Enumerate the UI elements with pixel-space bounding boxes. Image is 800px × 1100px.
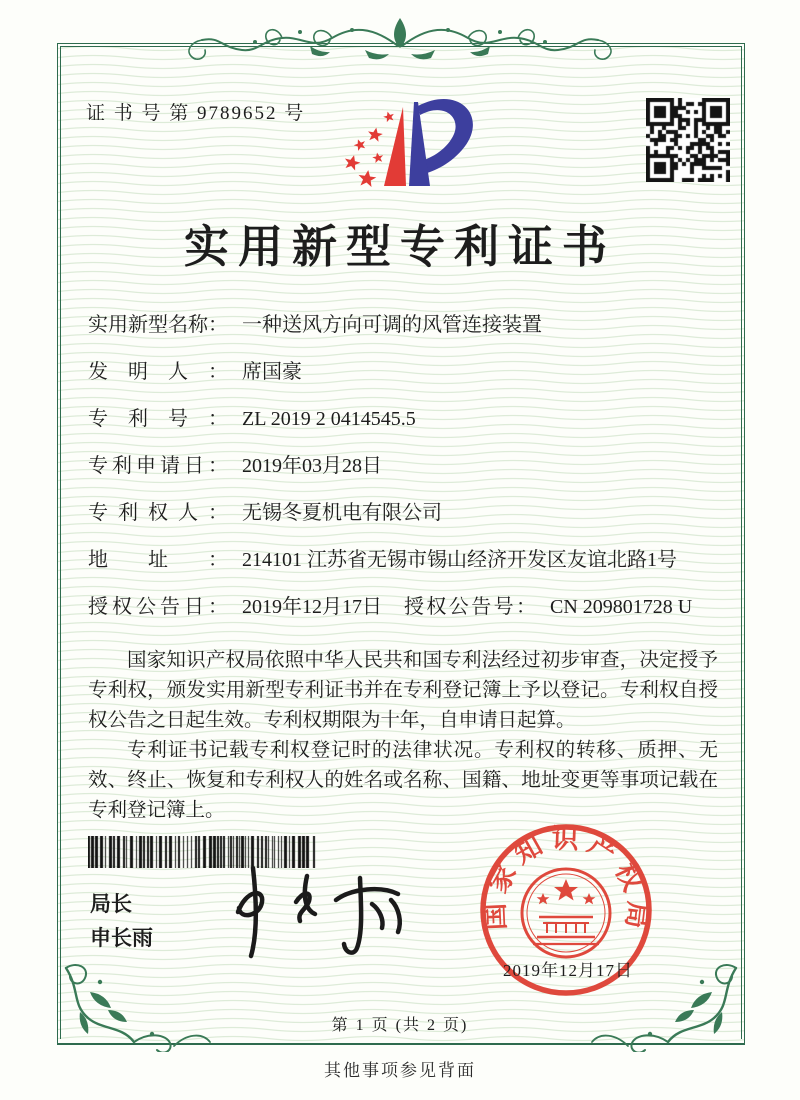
back-side-note: 其他事项参见背面 [324,1061,476,1080]
bottom-left-flourish [56,962,266,1052]
field-row-patent-number [88,406,718,432]
national-emblem [522,869,610,957]
field-value: ZL 2019 2 0414545.5 [242,408,416,430]
cnipa-logo [332,82,482,202]
qr-code [646,98,730,182]
field-row-inventor [88,359,718,385]
field-label: 地址： [88,549,228,571]
field-label: 发明人： [88,361,228,383]
legal-text [88,646,718,826]
grant-number-label: 授权公告号： [404,596,536,618]
field-row-name [88,312,718,338]
field-value: 2019年03月28日 [242,455,382,477]
top-dragon-ornament [160,6,640,78]
field-value: 无锡冬夏机电有限公司 [242,502,442,524]
field-label: 专利号： [88,408,228,430]
grant-date-value: 2019年12月17日 [242,596,382,618]
certificate-title: 实用新型专利证书 [183,222,616,272]
field-label: 专利申请日： [88,455,228,477]
field-row-patentee [88,500,718,526]
signoff-block [90,888,153,956]
field-value: 席国豪 [242,361,302,383]
legal-paragraph-1: 国家知识产权局依照中华人民共和国专利法经过初步审查，决定授予专利权，颁发实用新型专利证书并在专利登记簿上予以登记。专利权自授权公告之日起生效。专利权期限为十年，自申请日起算。 [88,650,718,731]
field-row-filing-date [88,453,718,479]
field-label: 专利权人： [88,502,228,524]
grant-date-label: 授权公告日： [88,596,228,618]
page-number: 第 1 页 (共 2 页) [331,1017,469,1034]
field-row-address [88,547,718,573]
field-list [88,312,718,641]
seal-ring-text: 国家知识产权局 [479,823,654,938]
legal-paragraph-2: 专利证书记载专利权登记时的法律状况。专利权的转移、质押、无效、终止、恢复和专利权人的姓名或名称、国籍、地址变更等事项记载在专利登记簿上。 [88,740,718,821]
field-label: 实用新型名称： [88,314,228,336]
field-value: 214101 江苏省无锡市锡山经济开发区友谊北路1号 [242,549,677,571]
seal-date: 2019年12月17日 [503,961,633,980]
grant-number-value: CN 209801728 U [550,596,693,618]
field-row-grant [88,594,718,620]
director-title: 局长 [90,893,132,916]
director-signature [212,850,412,968]
certificate-number: 证 书 号 第 9789652 号 [86,103,306,124]
director-name: 申长雨 [90,927,153,950]
field-value: 一种送风方向可调的风管连接装置 [242,314,542,336]
